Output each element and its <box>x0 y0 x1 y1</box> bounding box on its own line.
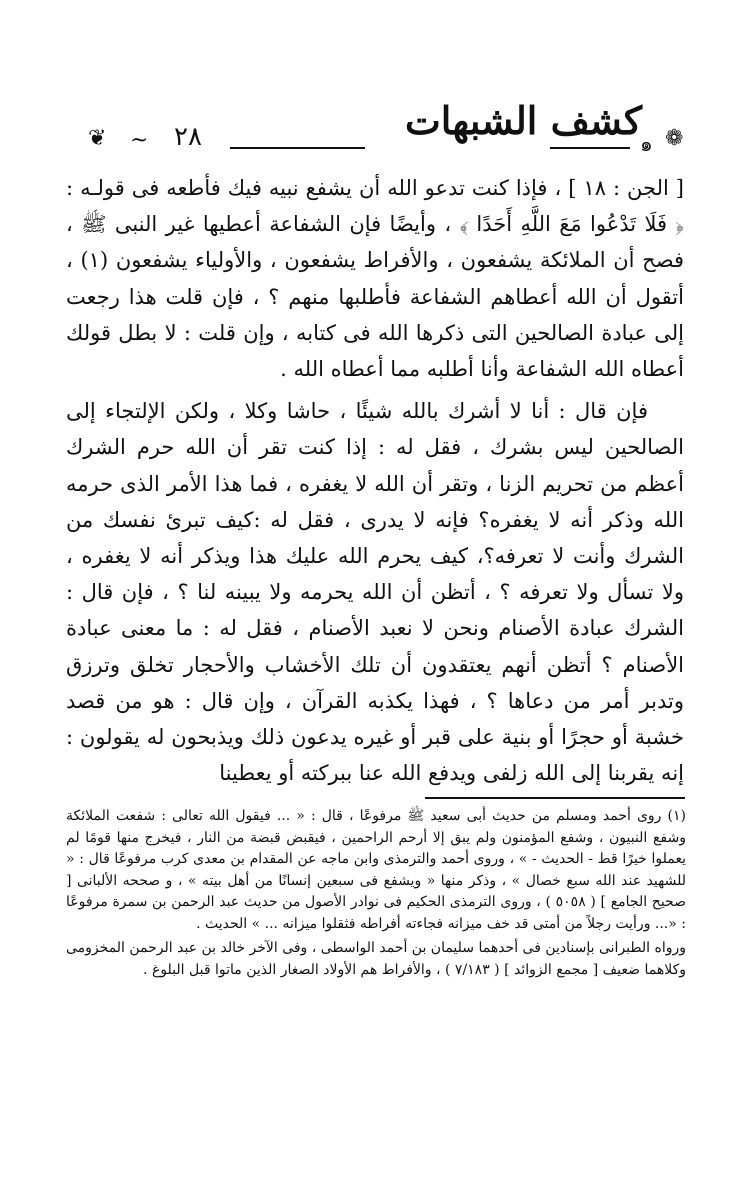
page-header <box>80 92 684 162</box>
main-text <box>66 170 684 791</box>
footnote-separator <box>425 797 685 799</box>
ornament-dot: ๑ <box>640 132 653 156</box>
footnote-1: (١) روى أحمد ومسلم من حديث أبى سعيد ﷺ مرفوعًا ، قال : « ... فيقول الله تعالى : شفعت الملائكة وشفع النبيون ، وشفع المؤمنون ولم يبق إلا أرحم الراحمين ، فيقبض قبضة من النار ، فيخرج منها قومًا لم يعملوا خيرًا قط - الحديث - » ، وروى أحمد والترمذى وابن ماجه عن المقدام بن معدى كرب مرفوعًا قال : « للشهيد عند الله سبع خصال » ، وذكر منها « ويشفع فى سبعين إنسانًا من أهل بيته » ، و صححه الألبانى [ صحيح الجامع ] ( ٥٠٥٨ ) ، وروى الترمذى الحكيم فى نوادر الأصول من حديث عبد الرحمن بن سمرة مرفوعًا : «... ورأيت رجلاً من أمتى قد خف ميزانه فجاءته أفراطه فثقلوا ميزانه ... » الحديث . <box>66 808 687 932</box>
paragraph-1: [ الجن : ١٨ ] ، فإذا كنت تدعو الله أن يشفع نبيه فيك فأطعه فى قولـه : ﴿ فَلَا تَدْعُوا مَعَ اللَّهِ أَحَدًا ﴾ ، وأيضًا فإن الشفاعة أعطيها غير النبى ﷺ ، فصح أن الملائكة يشفعون ، والأفراط يشفعون ، والأولياء يشفعون (١) ، أتقول أن الله أعطاهم الشفاعة فأطلبها منهم ؟ ، فإن قلت هذا رجعت إلى عبادة الصالحين التى ذكرها الله فى كتابه ، وإن قلت : لا بطل قولك أعطاه الله الشفاعة وأنا أطلبه مما أعطاه الله . <box>66 176 684 382</box>
footnotes <box>66 806 686 981</box>
paragraph-2: فإن قال : أنا لا أشرك بالله شيئًا ، حاشا وكلا ، ولكن الإلتجاء إلى الصالحين ليس بشرك ، فقل له : إذا كنت تقر أن الله حرم الشرك أعظم من تحريم الزنا ، وتقر أن الله لا يغفره ، فما هذا الأمر الذى حرمه الله وذكر أنه لا يغفره؟ فإنه لا يدرى ، فقل له :كيف تبرئ نفسك من الشرك وأنت لا تعرفه؟، كيف يحرم الله عليك هذا ويذكر أنه لا يغفره ، ولا تسأل ولا تعرفه ؟ ، أتظن أن الله يحرمه ولا يبينه لنا ؟ ، فإن قال : الشرك عبادة الأصنام ونحن لا نعبد الأصنام ، فقل له : ما معنى عبادة الأصنام ؟ أتظن أنهم يعتقدون أن تلك الأخشاب والأحجار تخلق وترزق وتدبر أمر من دعاها ؟ ، فهذا يكذبه القرآن ، وإن قال : هو من قصد خشبة أو حجرًا أو بنية على قبر أو غيره يدعون ذلك ويذبحون له يقولون : إنه يقربنا إلى الله زلفى ويدفع الله عنا ببركته أو يعطينا <box>66 399 685 786</box>
header-rule-left <box>230 147 365 149</box>
header-rule-right <box>550 147 630 149</box>
flower-ornament-icon: ❁ <box>665 126 684 151</box>
book-title: كشف الشبهات <box>405 98 642 143</box>
scroll-ornament-icon: ❦ <box>88 126 107 151</box>
page-number: ٢٨ <box>174 122 202 152</box>
footnote-1-continued: ورواه الطبرانى بإسنادين فى أحدهما سليمان بن أحمد الواسطى ، وفى الآخر خالد بن عبد الرحمن المخزومى وكلاهما ضعيف [ مجمع الزوائد ] ( ٧/١٨٣ ) ، والأفراط هم الأولاد الصغار الذين ماتوا قبل البلوغ . <box>66 940 686 978</box>
swirl-ornament-icon: ~ <box>130 128 149 153</box>
